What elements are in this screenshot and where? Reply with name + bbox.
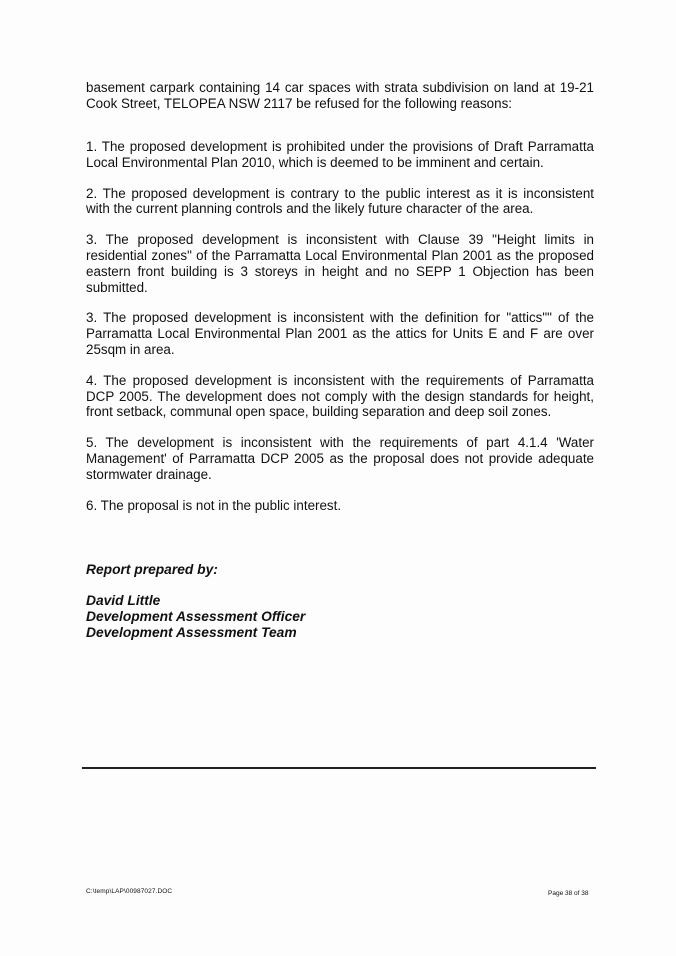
reason-item: 4. The proposed development is inconsistent with the requirements of Parramatta DCP 2005. The development does not comply with the design standards for height, front setback, communal open space, building separation and deep soil zones. xyxy=(86,372,594,420)
prepared-by-label: Report prepared by: xyxy=(86,562,218,577)
author-team: Development Assessment Team xyxy=(86,625,297,640)
reasons-list xyxy=(86,139,594,528)
author-name: David Little xyxy=(86,593,161,608)
intro-paragraph: basement carpark containing 14 car spaces with strata subdivision on land at 19-21 Cook Street, TELOPEA NSW 2117 be refused for the following reasons: xyxy=(86,80,594,111)
reason-item: 3. The proposed development is inconsistent with Clause 39 "Height limits in residential zones" of the Parramatta Local Environmental Plan 2001 as the proposed eastern front building is 3 storeys in height and no SEPP 1 Objection has been submitted. xyxy=(86,232,594,295)
signature-block xyxy=(86,593,305,641)
reason-item: 6. The proposal is not in the public interest. xyxy=(86,497,342,513)
author-title: Development Assessment Officer xyxy=(86,609,306,624)
footer-page-number: Page 38 of 38 xyxy=(548,890,589,897)
footer-file-path: C:\temp\LAP\00987027.DOC xyxy=(86,888,173,895)
footer-divider xyxy=(82,767,596,769)
reason-item: 1. The proposed development is prohibited under the provisions of Draft Parramatta Local Environmental Plan 2010, which is deemed to be imminent and certain. xyxy=(86,139,594,170)
reason-item: 2. The proposed development is contrary to the public interest as it is inconsistent with the current planning controls and the likely future character of the area. xyxy=(86,185,594,217)
reason-item: 5. The development is inconsistent with the requirements of part 4.1.4 'Water Management' of Parramatta DCP 2005 as the proposal does not provide adequate stormwater drainage. xyxy=(86,435,594,482)
reason-item: 3. The proposed development is inconsistent with the definition for "attics"" of the Parramatta Local Environmental Plan 2001 as the attics for Units E and F are over 25sqm in area. xyxy=(86,310,594,357)
